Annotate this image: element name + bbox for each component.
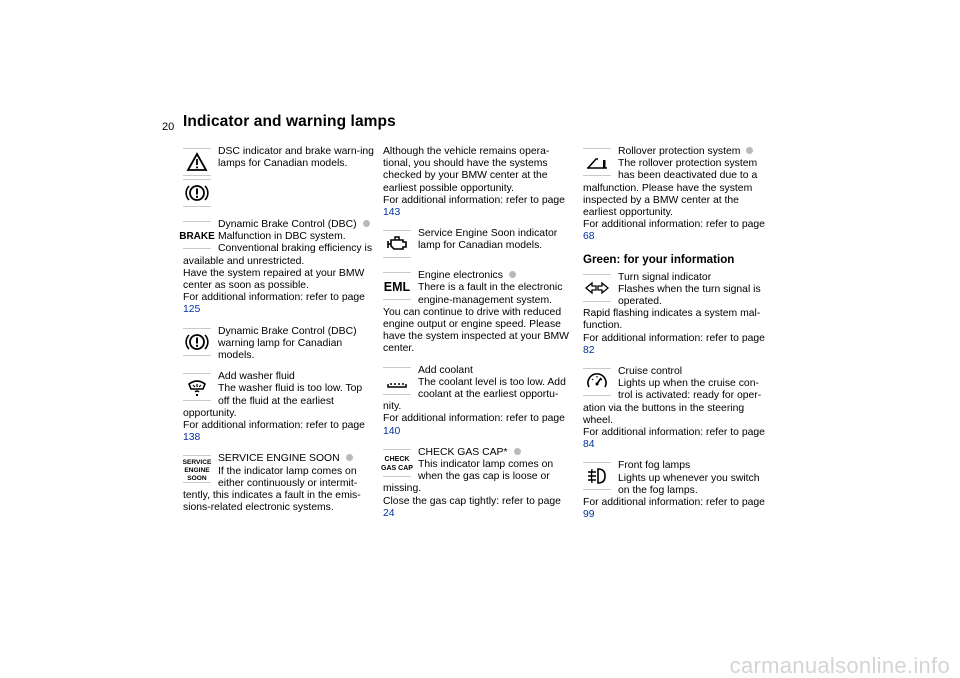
info-dot [509, 271, 516, 278]
continued-line1: Although the vehicle remains opera-tional, you should have the systems checked by your BMW center at the earliest possible opportunity. [383, 146, 550, 194]
cruise-control-icon [583, 368, 611, 396]
turn-line1: Flashes when the turn signal is operated. [618, 283, 761, 308]
dbc-ref-text: For additional information: refer to page [183, 292, 365, 304]
info-dot [514, 448, 521, 455]
svg-text:SERVICE: SERVICE [182, 459, 212, 467]
brake-text-icon [179, 221, 215, 249]
coolant-ref-text: For additional information: refer to page [383, 413, 565, 425]
svg-text:CHECK: CHECK [384, 455, 410, 463]
page-title: Indicator and warning lamps [183, 113, 396, 130]
svg-text:ENGINE: ENGINE [184, 467, 210, 475]
service-engine-soon-icon [183, 455, 211, 483]
turn-line2: Rapid flashing indicates a system mal-function. [583, 308, 761, 332]
turn-headline: Turn signal indicator [618, 271, 712, 283]
rollover-ref-text: For additional information: refer to page [583, 219, 765, 231]
entry-turn-signal [583, 272, 773, 357]
column-2 [383, 146, 575, 529]
svg-text:BRAKE: BRAKE [179, 231, 215, 242]
svg-text:EML: EML [383, 280, 411, 295]
ses-line1: If the indicator lamp comes on either continuously or intermit-tently, this indicates a fault in the emis-sions-related electronic systems. [183, 465, 361, 514]
coolant-icon [383, 367, 411, 395]
ses-canada-text: Service Engine Soon indicator lamp for Canadian models. [418, 228, 558, 252]
dbc-line2: Conventional braking efficiency is available and unrestricted. [183, 243, 373, 267]
svg-text:SOON: SOON [187, 475, 207, 483]
gas-cap-line1: This indicator lamp comes on when the gas cap is loose or missing. [383, 459, 554, 495]
coolant-page-link[interactable]: 140 [383, 425, 401, 437]
rollover-icon [583, 148, 611, 176]
entry-dbc-canada [183, 326, 375, 363]
section-heading-green: Green: for your information [583, 252, 735, 266]
fog-headline: Front fog lamps [618, 460, 691, 472]
entry-continued [383, 146, 575, 219]
washer-headline: Add washer fluid [218, 371, 295, 383]
entry-coolant [383, 365, 575, 438]
turn-page-link[interactable]: 82 [583, 344, 595, 356]
warning-triangle-icon [183, 148, 211, 176]
washer-page-link[interactable]: 138 [183, 432, 201, 444]
ses-headline: SERVICE ENGINE SOON [218, 453, 340, 465]
entry-dsc [183, 146, 375, 210]
watermark: carmanualsonline.info [729, 652, 950, 678]
fog-line1: Lights up whenever you switch on the fog lamps. [618, 472, 760, 496]
dbc-line3: Have the system repaired at your BMW center as soon as possible. [183, 267, 365, 292]
entry-fog [583, 460, 773, 521]
turn-signal-arrows-icon [583, 274, 611, 302]
engine-icon [383, 230, 411, 258]
entry-ses-canada [383, 228, 575, 261]
column-1 [179, 146, 375, 523]
brake-exclamation-icon [183, 179, 211, 207]
rollover-line1: The rollover protection system has been deactivated due to a malfunction. Please have the system inspected by a BMW center at the earliest opportunity. [583, 158, 758, 219]
page-number: 20 [162, 121, 175, 133]
svg-text:GAS CAP: GAS CAP [381, 464, 413, 472]
coolant-headline: Add coolant [418, 364, 473, 376]
brake-exclamation-icon [183, 328, 211, 356]
rollover-headline: Rollover protection system [618, 146, 741, 157]
washer-ref-text: For additional information: refer to page [183, 420, 365, 432]
cruise-headline: Cruise control [618, 366, 683, 378]
dbc-canada-text: Dynamic Brake Control (DBC) warning lamp for Canadian models. [218, 325, 357, 362]
coolant-line1: The coolant level is too low. Add coolant at the earliest opportu-nity. [383, 376, 566, 413]
continued-page-link[interactable]: 143 [383, 207, 401, 219]
washer-fluid-icon [183, 373, 211, 401]
cruise-line1: Lights up when the cruise con-trol is activated: ready for oper-ation via the buttons in the steering wheel. [583, 378, 762, 426]
fog-ref-text: For additional information: refer to page [583, 497, 765, 509]
entry-ses [183, 453, 375, 514]
eml-headline: Engine electronics [418, 270, 503, 282]
column-3 [583, 146, 773, 530]
eml-line1: There is a fault in the electronic engine-management system. [418, 282, 563, 306]
info-dot [746, 147, 753, 154]
dsc-text: DSC indicator and brake warn-ing lamps for Canadian models. [218, 146, 374, 170]
gas-cap-ref-text: Close the gas cap tightly: refer to page [383, 495, 561, 507]
dbc-line1: Malfunction in DBC system. [218, 231, 346, 243]
cruise-page-link[interactable]: 84 [583, 439, 595, 451]
entry-rollover [583, 146, 773, 244]
continued-ref-text: For additional information: refer to page [383, 194, 565, 206]
entry-eml [383, 270, 575, 355]
entry-washer [183, 371, 375, 444]
cruise-ref-text: For additional information: refer to page [583, 427, 765, 439]
entry-dbc [179, 219, 375, 317]
fog-page-link[interactable]: 99 [583, 509, 595, 521]
gas-cap-headline: CHECK GAS CAP* [418, 446, 508, 458]
dbc-page-link[interactable]: 125 [183, 304, 201, 316]
info-dot [363, 220, 370, 227]
eml-line2: You can continue to drive with reduced engine output or engine speed. Please have the system inspected at your BMW center. [383, 306, 569, 355]
turn-ref-text: For additional information: refer to page [583, 332, 765, 344]
fog-lamp-icon [583, 462, 611, 490]
gas-cap-page-link[interactable]: 24 [383, 507, 395, 519]
info-dot [346, 454, 353, 461]
entry-cruise [583, 366, 773, 451]
washer-line1: The washer fluid is too low. Top off the fluid at the earliest opportunity. [183, 383, 363, 419]
entry-gas-cap [383, 447, 575, 520]
rollover-page-link[interactable]: 68 [583, 231, 595, 243]
check-gas-cap-icon [383, 449, 411, 477]
dbc-headline: Dynamic Brake Control (DBC) [218, 219, 357, 230]
eml-icon [383, 272, 411, 300]
